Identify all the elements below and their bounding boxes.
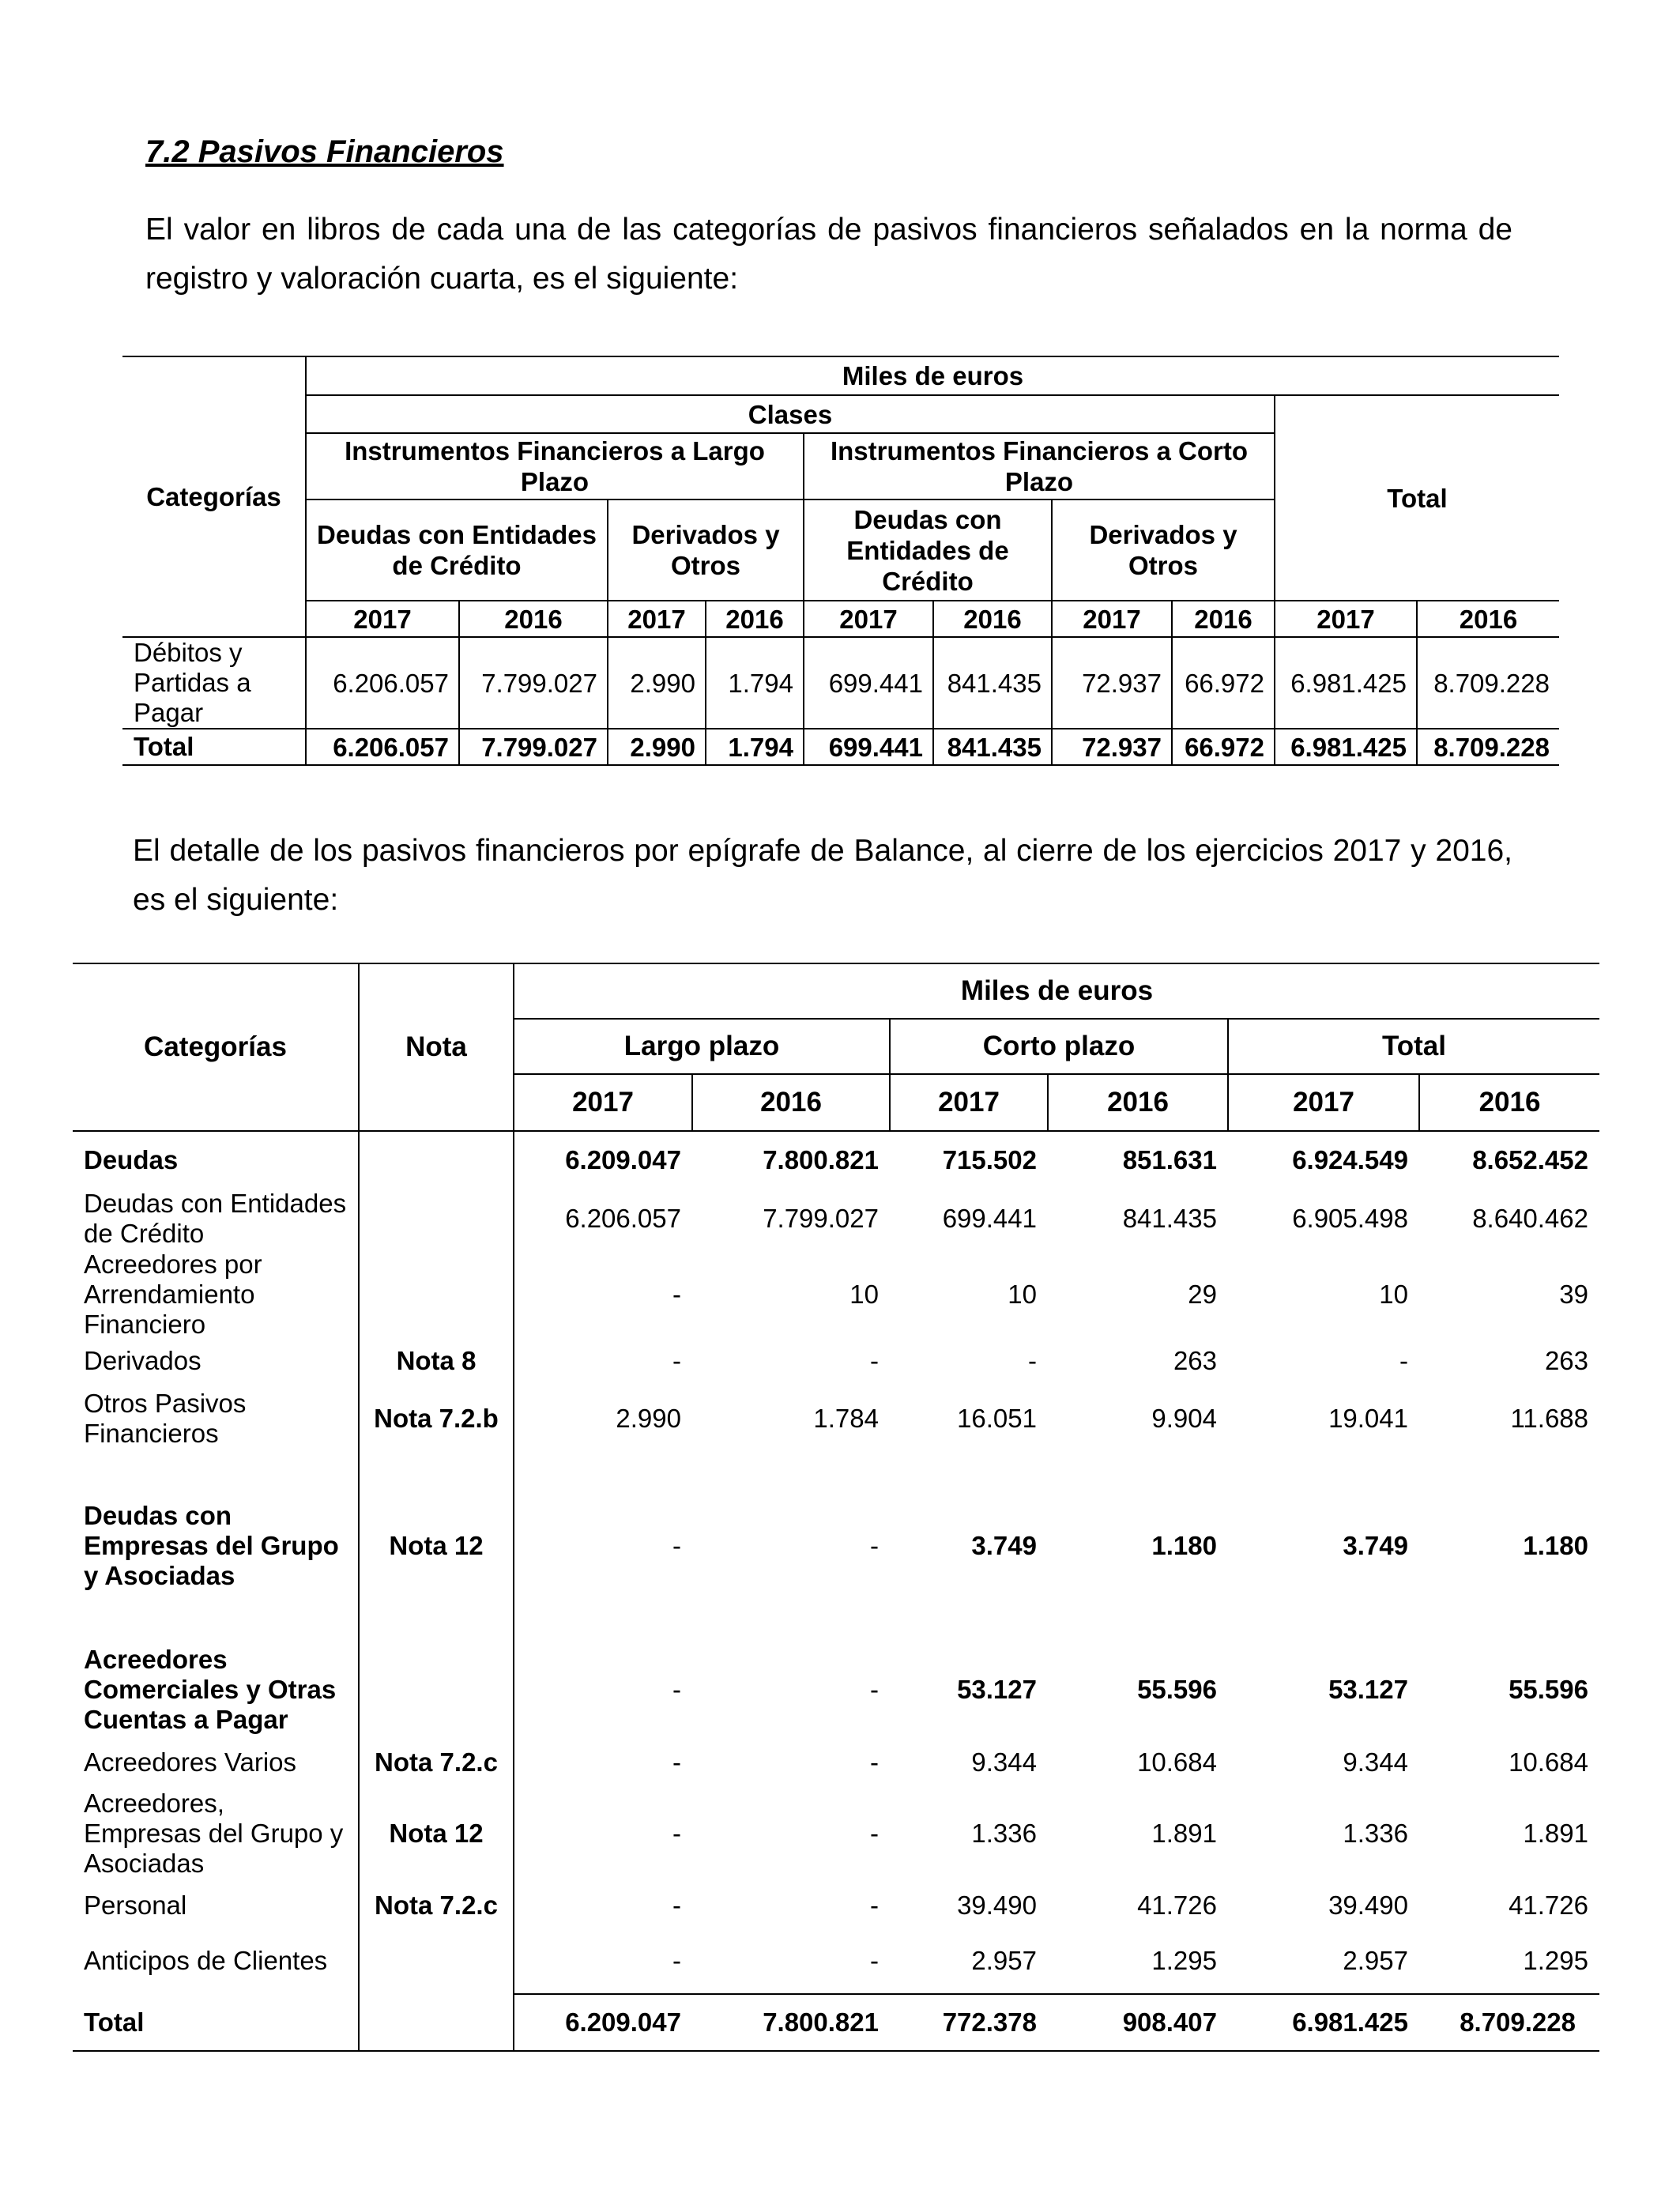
t1-header-clases: Clases: [306, 395, 1275, 433]
t2-cell: 7.800.821: [763, 1144, 879, 1174]
detail-paragraph: El detalle de los pasivos financieros por epígrafe de Balance, al cierre de los ejercicios 2017 y 2016, es el siguiente:: [133, 834, 1512, 917]
t2-cell: 6.905.498: [1292, 1204, 1408, 1233]
t2-cell: 1.295: [1151, 1945, 1217, 1975]
t1-header-deudas-cp: Deudas con Entidades de Crédito: [804, 499, 1052, 601]
t2-header-corto: Corto plazo: [890, 1019, 1228, 1074]
t2-row-label: Deudas: [84, 1144, 179, 1174]
t1-cell: 1.794: [706, 637, 804, 729]
t2-row-label: Deudas con Empresas del Grupo y Asociadas: [84, 1501, 339, 1590]
t2-cell: -: [514, 1883, 692, 1928]
t2-cell: 10: [1379, 1280, 1408, 1309]
t2-nota: [359, 1250, 514, 1340]
t2-nota: Nota 8: [359, 1340, 514, 1382]
t2-cell: 1.336: [1343, 1819, 1408, 1848]
t2-cell: -: [1399, 1346, 1408, 1375]
t2-cell: 16.051: [957, 1404, 1037, 1433]
t2-cell: 10.684: [1509, 1747, 1588, 1777]
t1-cell: 8.709.228: [1417, 729, 1559, 765]
t2-cell: 263: [1173, 1346, 1217, 1375]
t1-header-deudas-lp: Deudas con Entidades de Crédito: [306, 499, 608, 601]
t2-cell: 6.981.425: [1228, 1994, 1419, 2051]
t1-year: 2017: [608, 601, 706, 637]
table-row: [73, 1883, 1599, 1928]
t1-cell: 7.799.027: [459, 729, 608, 765]
t2-cell: 19.041: [1328, 1404, 1408, 1433]
table-row: [73, 1131, 1599, 1188]
t2-row-label: Otros Pasivos Financieros: [84, 1389, 247, 1448]
t2-cell: 2.957: [1343, 1945, 1408, 1975]
t2-nota: Nota 7.2.c: [359, 1883, 514, 1928]
t2-cell: 53.127: [1328, 1675, 1408, 1704]
t2-cell: 6.209.047: [514, 1131, 692, 1188]
t2-nota: [359, 1131, 514, 1188]
t2-cell: 55.596: [1509, 1675, 1588, 1704]
t2-nota: Nota 7.2.c: [359, 1741, 514, 1784]
t1-cell: 8.709.228: [1417, 637, 1559, 729]
t2-cell: 1.336: [971, 1819, 1037, 1848]
t1-cell: 6.981.425: [1275, 729, 1417, 765]
intro-paragraph: El valor en libros de cada una de las categorías de pasivos financieros señalados en la norma de registro y valoración cuarta, es el siguiente:: [145, 213, 1512, 296]
t1-cell: 66.972: [1172, 637, 1275, 729]
t2-row-label: Acreedores, Empresas del Grupo y Asociadas: [84, 1789, 344, 1878]
t2-year: 2017: [514, 1074, 692, 1131]
t2-cell: -: [514, 1638, 692, 1741]
t1-year: 2016: [706, 601, 804, 637]
t2-row-label: Anticipos de Clientes: [84, 1946, 328, 1975]
t2-year: 2017: [890, 1074, 1048, 1131]
t2-cell: -: [870, 1945, 879, 1975]
t2-nota: [359, 1928, 514, 1994]
t2-cell: 7.799.027: [763, 1204, 879, 1233]
t2-header-largo: Largo plazo: [514, 1019, 890, 1074]
balance-detail-table: [73, 963, 1599, 2052]
t2-cell: -: [514, 1784, 692, 1883]
t2-cell: 1.180: [1523, 1531, 1588, 1560]
t2-cell: 10.684: [1137, 1747, 1217, 1777]
t2-cell: 1.891: [1523, 1819, 1588, 1848]
t2-cell: 55.596: [1137, 1675, 1217, 1704]
t1-year: 2016: [1417, 601, 1559, 637]
t2-cell: -: [514, 1741, 692, 1784]
t2-nota: Nota 7.2.b: [359, 1382, 514, 1455]
t2-header-total: Total: [1228, 1019, 1599, 1074]
table-row: [73, 1784, 1599, 1883]
t1-cell: 2.990: [608, 729, 706, 765]
t1-year: 2017: [306, 601, 459, 637]
table-row: [73, 1638, 1599, 1741]
t2-cell: 263: [1544, 1346, 1588, 1375]
t2-cell: -: [870, 1891, 879, 1920]
t2-year: 2016: [1419, 1074, 1599, 1131]
t2-cell: 841.435: [1122, 1204, 1217, 1233]
t2-cell: 1.295: [1523, 1945, 1588, 1975]
table-row: [73, 1340, 1599, 1382]
t2-cell: -: [870, 1346, 879, 1375]
t2-cell: -: [514, 1250, 692, 1340]
t2-row-label: Derivados: [84, 1346, 202, 1375]
t2-cell: 29: [1188, 1280, 1217, 1309]
t2-cell: 2.990: [514, 1382, 692, 1455]
t1-header-corto: Instrumentos Financieros a Corto Plazo: [804, 433, 1275, 499]
t2-cell: -: [870, 1747, 879, 1777]
t2-nota: [359, 1638, 514, 1741]
t2-cell: 6.924.549: [1292, 1144, 1408, 1174]
t2-cell: 8.652.452: [1472, 1144, 1588, 1174]
t1-cell: 6.206.057: [306, 637, 459, 729]
t2-cell: -: [870, 1675, 879, 1704]
t2-cell: -: [870, 1819, 879, 1848]
table-row: [122, 729, 1559, 765]
t2-year: 2016: [1048, 1074, 1228, 1131]
t2-cell: 3.749: [1343, 1531, 1408, 1560]
t1-header-derivados-lp: Derivados y Otros: [608, 499, 804, 601]
t1-cell: 7.799.027: [459, 637, 608, 729]
t2-row-label: Total: [73, 1994, 359, 2051]
t2-cell: -: [1028, 1346, 1037, 1375]
t1-year: 2016: [1172, 601, 1275, 637]
t1-cell: 6.981.425: [1275, 637, 1417, 729]
table-row: [73, 1741, 1599, 1784]
t1-cell: 699.441: [804, 637, 933, 729]
t2-cell: 10: [1008, 1280, 1037, 1309]
t2-cell: 41.726: [1509, 1891, 1588, 1920]
t2-cell: 7.800.821: [692, 1994, 890, 2051]
t1-cell: 841.435: [933, 729, 1052, 765]
t1-year: 2017: [804, 601, 933, 637]
t2-cell: 8.709.228: [1419, 1994, 1599, 2051]
t2-cell: 1.784: [813, 1404, 879, 1433]
t1-header-derivados-cp: Derivados y Otros: [1052, 499, 1275, 601]
t1-cell: 1.794: [706, 729, 804, 765]
t1-cell: 66.972: [1172, 729, 1275, 765]
t2-row-label: Acreedores Comerciales y Otras Cuentas a Pagar: [84, 1645, 337, 1734]
t1-year: 2016: [459, 601, 608, 637]
t2-cell: 10: [849, 1280, 879, 1309]
t2-cell: -: [514, 1496, 692, 1596]
t2-cell: 39: [1559, 1280, 1588, 1309]
table-row: [73, 1994, 1599, 2051]
t2-nota: Nota 12: [359, 1496, 514, 1596]
t2-cell: 9.344: [1343, 1747, 1408, 1777]
table-row: [73, 1928, 1599, 1994]
t1-header-categorias: Categorías: [122, 356, 306, 637]
t1-cell: 72.937: [1052, 637, 1172, 729]
table-row: [122, 637, 1559, 729]
t1-year: 2017: [1052, 601, 1172, 637]
carrying-value-table: [122, 356, 1559, 766]
t1-cell: 841.435: [933, 637, 1052, 729]
t1-cell: 6.206.057: [306, 729, 459, 765]
t2-year: 2017: [1228, 1074, 1419, 1131]
t2-cell: 41.726: [1137, 1891, 1217, 1920]
t2-row-label: Acreedores por Arrendamiento Financiero: [84, 1250, 262, 1339]
t2-cell: 9.904: [1151, 1404, 1217, 1433]
t2-cell: 1.891: [1151, 1819, 1217, 1848]
t1-cell: 699.441: [804, 729, 933, 765]
t1-header-total: Total: [1275, 395, 1559, 601]
t2-cell: 39.490: [957, 1891, 1037, 1920]
table-row: [73, 1496, 1599, 1596]
t2-nota: Nota 12: [359, 1784, 514, 1883]
t2-cell: 53.127: [957, 1675, 1037, 1704]
t2-nota: [359, 1994, 514, 2051]
t1-year: 2016: [933, 601, 1052, 637]
t1-row-label: Total: [122, 729, 306, 765]
t2-cell: 6.209.047: [514, 1994, 692, 2051]
t1-cell: 72.937: [1052, 729, 1172, 765]
t1-row-label: Débitos y Partidas a Pagar: [122, 637, 306, 729]
t2-cell: 6.206.057: [514, 1188, 692, 1250]
t2-cell: -: [514, 1340, 692, 1382]
table-row: [73, 1188, 1599, 1250]
t2-header-categorias: Categorías: [73, 963, 359, 1131]
t2-header-nota: Nota: [359, 963, 514, 1131]
t2-year: 2016: [692, 1074, 890, 1131]
t2-cell: 39.490: [1328, 1891, 1408, 1920]
t2-cell: 1.180: [1151, 1531, 1217, 1560]
t2-cell: 715.502: [942, 1144, 1037, 1174]
t1-header-miles: Miles de euros: [306, 356, 1559, 395]
t2-cell: 11.688: [1510, 1404, 1588, 1433]
t2-cell: 699.441: [942, 1204, 1037, 1233]
t1-header-largo: Instrumentos Financieros a Largo Plazo: [306, 433, 804, 499]
t2-row-label: Deudas con Entidades de Crédito: [84, 1189, 347, 1248]
section-heading: 7.2 Pasivos Financieros: [145, 134, 504, 169]
t1-cell: 2.990: [608, 637, 706, 729]
t2-cell: 8.640.462: [1472, 1204, 1588, 1233]
t2-cell: -: [870, 1531, 879, 1560]
t2-cell: -: [514, 1928, 692, 1994]
t2-row-label: Personal: [84, 1891, 187, 1920]
t2-cell: 3.749: [971, 1531, 1037, 1560]
t2-cell: 9.344: [971, 1747, 1037, 1777]
t1-year: 2017: [1275, 601, 1417, 637]
t2-cell: 851.631: [1122, 1144, 1217, 1174]
t2-cell: 908.407: [1048, 1994, 1228, 2051]
t2-header-miles: Miles de euros: [514, 963, 1599, 1019]
t2-cell: 772.378: [890, 1994, 1048, 2051]
t2-row-label: Acreedores Varios: [84, 1747, 297, 1777]
table-row: [73, 1250, 1599, 1340]
t2-nota: [359, 1188, 514, 1250]
t2-cell: 2.957: [971, 1945, 1037, 1975]
table-row: [73, 1382, 1599, 1455]
